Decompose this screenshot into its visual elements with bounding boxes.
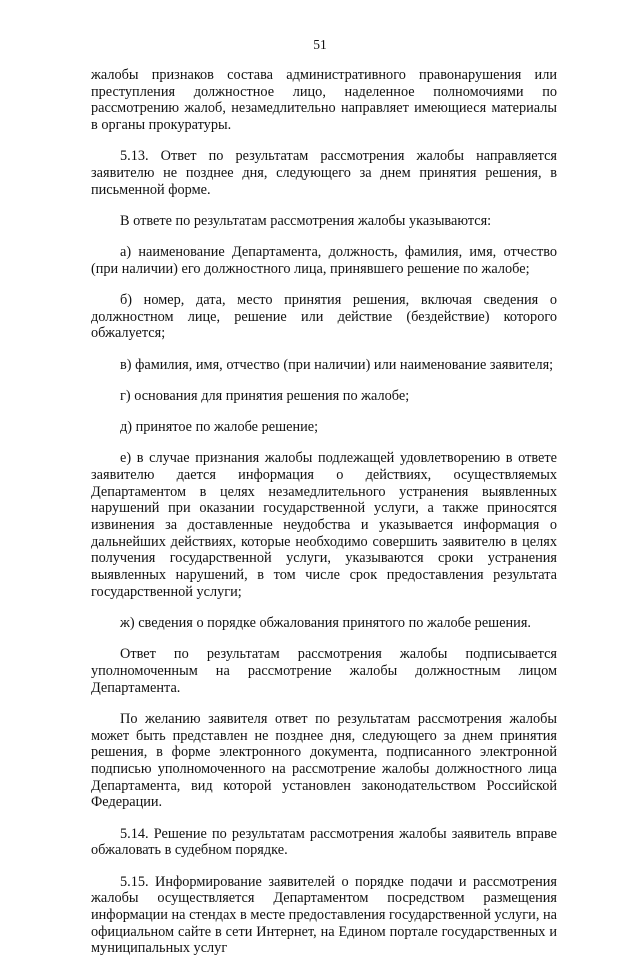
paragraph-response-contents: В ответе по результатам рассмотрения жалобы указываются:	[120, 212, 492, 229]
list-item-b: б) номер, дата, место принятия решения, включая сведения о должностном лице, решение или действие (бездействие) которого обжалуется;	[91, 292, 557, 342]
paragraph-5-13: 5.13. Ответ по результатам рассмотрения жалобы направляется заявителю не позднее дня, следующего за днем принятия решения, в письменной форме.	[91, 148, 557, 198]
list-item-v: в) фамилия, имя, отчество (при наличии) или наименование заявителя;	[120, 356, 554, 373]
paragraph-5-15: 5.15. Информирование заявителей о порядке подачи и рассмотрения жалобы осуществляется Департаментом посредством размещения информации на стендах в месте предоставления государственной услуги, на официальном сайте в сети Интернет, на Едином портале государственных и муниципальных услуг	[91, 873, 557, 957]
document-body	[91, 67, 557, 957]
paragraph-5-14: 5.14. Решение по результатам рассмотрения жалобы заявитель вправе обжаловать в судебном порядке.	[91, 825, 557, 859]
list-item-d: д) принятое по жалобе решение;	[120, 419, 319, 436]
list-item-g: г) основания для принятия решения по жалобе;	[120, 387, 410, 404]
list-item-a: а) наименование Департамента, должность, фамилия, имя, отчество (при наличии) его должностного лица, принявшего решение по жалобе;	[91, 244, 557, 277]
paragraph-electronic-form: По желанию заявителя ответ по результатам рассмотрения жалобы может быть представлен не позднее дня, следующего за днем принятия решения, в форме электронного документа, подписанного электронной подписью уполномоченного на рассмотрение жалобы должностного лица Департамента, вид которой установлен законодательством Российской Федерации.	[91, 710, 557, 811]
list-item-e: е) в случае признания жалобы подлежащей удовлетворению в ответе заявителю дается информация о действиях, осуществляемых Департаментом в целях незамедлительного устранения выявленных нарушений при оказании государственной услуги, а также приносятся извинения за доставленные неудобства и указывается информация о дальнейших действиях, которые необходимо совершить заявителю в целях получения государственной услуги, указываются сроки устранения выявленных нарушений, в том числе срок предоставления результата государственной услуги;	[91, 450, 557, 600]
paragraph-continuation: жалобы признаков состава административного правонарушения или преступления должностное лицо, наделенное полномочиями по рассмотрению жалоб, незамедлительно направляет имеющиеся материалы в органы прокуратуры.	[91, 67, 557, 134]
list-item-zh: ж) сведения о порядке обжалования принятого по жалобе решения.	[120, 615, 531, 632]
page-number: 51	[313, 37, 327, 52]
paragraph-signature: Ответ по результатам рассмотрения жалобы подписывается уполномоченным на рассмотрение жалобы должностным лицом Департамента.	[91, 646, 557, 696]
